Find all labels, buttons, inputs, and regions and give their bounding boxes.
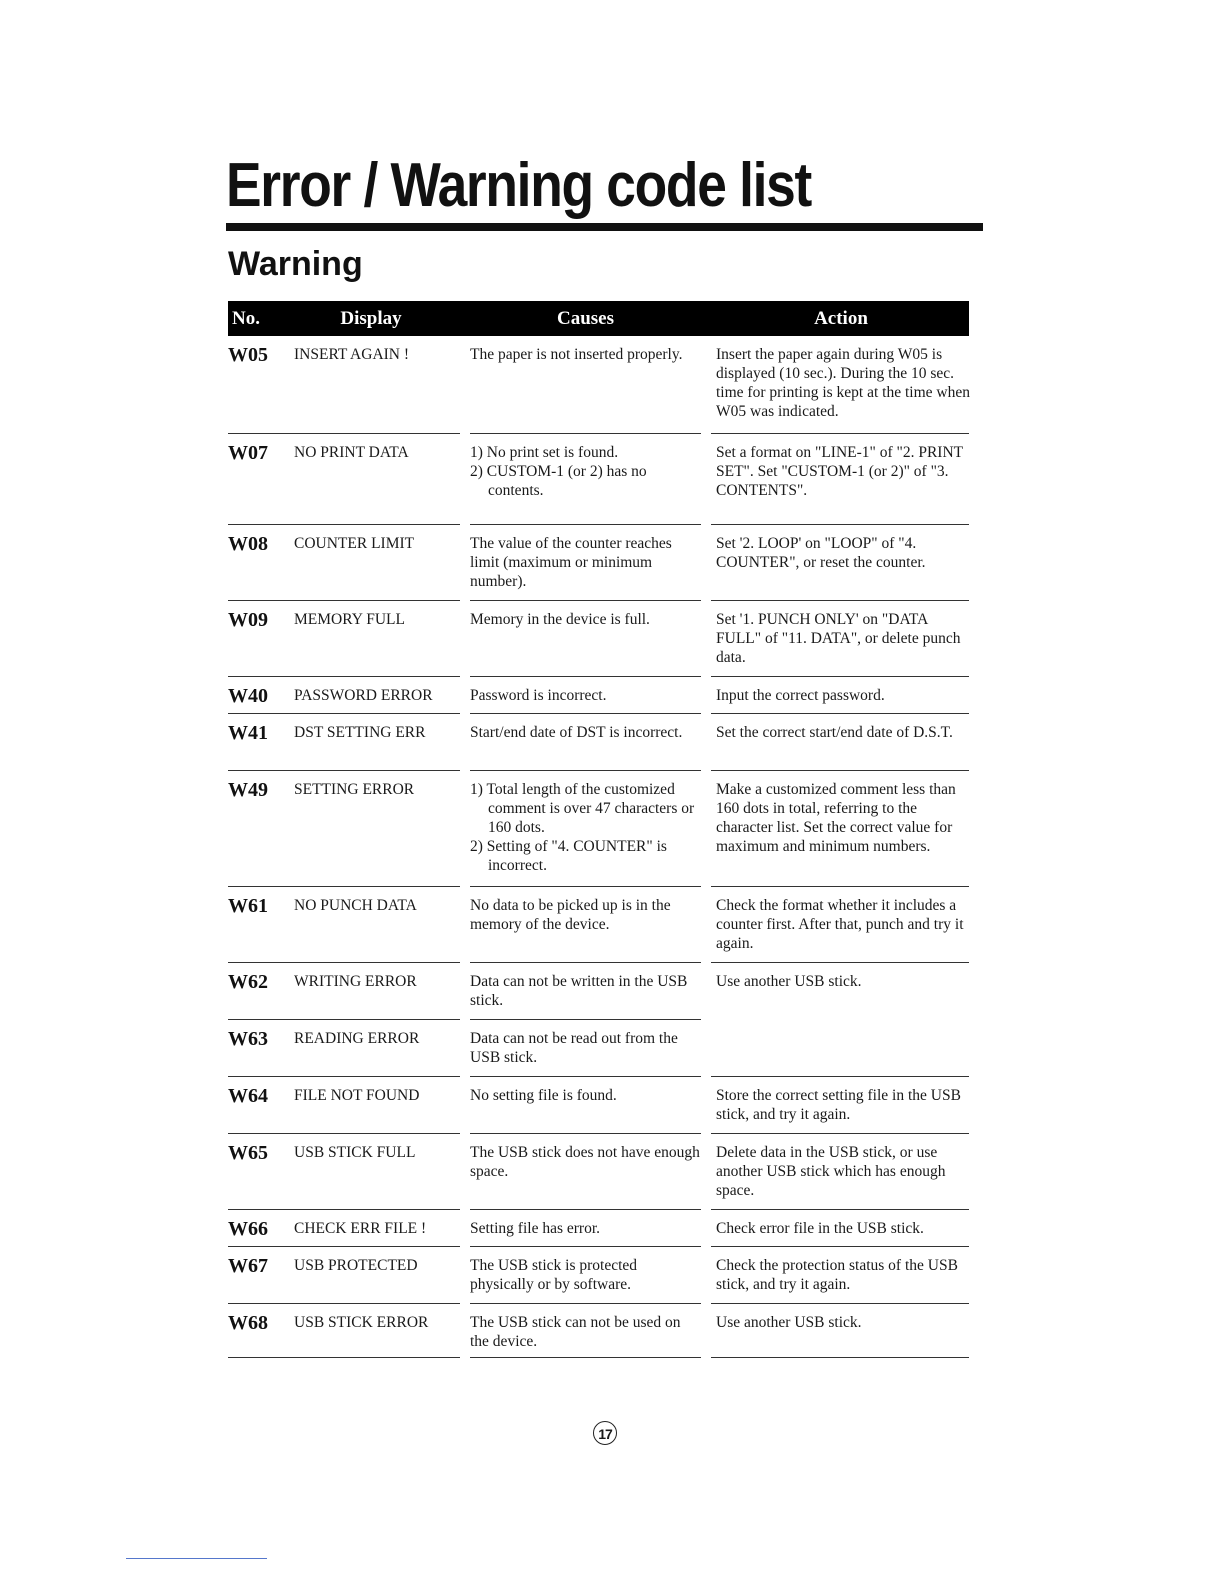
action-cell: Check error file in the USB stick. — [716, 1220, 924, 1237]
code-cell: W05 — [228, 344, 268, 366]
causes-cell — [470, 1143, 701, 1181]
table-row — [228, 963, 969, 1020]
page-title: Error / Warning code list — [226, 151, 811, 220]
display-cell: COUNTER LIMIT — [294, 535, 415, 552]
table-row — [228, 1077, 969, 1134]
display-cell: FILE NOT FOUND — [294, 1087, 420, 1104]
cause-item: The USB stick does not have enough space. — [470, 1144, 700, 1180]
table-row — [228, 336, 969, 434]
page-number: 17 — [593, 1421, 617, 1445]
table-row — [228, 1247, 969, 1304]
code-cell: W08 — [228, 533, 268, 555]
code-cell: W61 — [228, 895, 268, 917]
action-cell: Use another USB stick. — [716, 973, 862, 990]
cause-item: No setting file is found. — [470, 1087, 617, 1104]
causes-cell — [470, 443, 701, 500]
table-row — [228, 887, 969, 963]
action-cell: Input the correct password. — [716, 687, 885, 704]
display-cell: NO PRINT DATA — [294, 444, 409, 461]
action-cell: Check the protection status of the USB stick, and try it again. — [716, 1257, 958, 1293]
causes-cell — [470, 780, 701, 875]
code-cell: W63 — [228, 1028, 268, 1050]
causes-cell — [470, 1256, 701, 1294]
causes-cell — [470, 1086, 701, 1105]
causes-cell — [470, 723, 701, 742]
code-cell: W41 — [228, 722, 268, 744]
cause-item: No data to be picked up is in the memory of the device. — [470, 897, 671, 933]
table-row — [228, 1304, 969, 1358]
table-row — [228, 1210, 969, 1247]
title-rule — [226, 223, 983, 231]
action-cell: Use another USB stick. — [716, 1314, 862, 1331]
code-cell: W65 — [228, 1142, 268, 1164]
causes-cell — [470, 972, 701, 1010]
code-cell: W67 — [228, 1255, 268, 1277]
code-cell: W64 — [228, 1085, 268, 1107]
cause-item: The paper is not inserted properly. — [470, 346, 683, 363]
action-cell: Set a format on "LINE-1" of "2. PRINT SET". Set "CUSTOM-1 (or 2)" of "3. CONTENTS". — [716, 444, 963, 499]
cause-item: Data can not be read out from the USB stick. — [470, 1030, 678, 1066]
code-cell: W66 — [228, 1218, 268, 1240]
cause-item: Start/end date of DST is incorrect. — [470, 724, 683, 741]
display-cell: READING ERROR — [294, 1030, 420, 1047]
code-cell: W40 — [228, 685, 268, 707]
table-header — [228, 301, 969, 336]
row-divider — [711, 1357, 969, 1358]
cause-item: Password is incorrect. — [470, 687, 607, 704]
code-cell: W62 — [228, 971, 268, 993]
cause-item: Setting file has error. — [470, 1220, 600, 1237]
table-row — [228, 1134, 969, 1210]
code-cell: W07 — [228, 442, 268, 464]
action-cell: Insert the paper again during W05 is displayed (10 sec.). During the 10 sec. time for printing is kept at the time when W05 was indicated. — [716, 346, 970, 420]
action-cell: Set '2. LOOP' on "LOOP" of "4. COUNTER", or reset the counter. — [716, 535, 926, 571]
table-row — [228, 434, 969, 525]
cause-item: 2) CUSTOM-1 (or 2) has no contents. — [470, 463, 647, 499]
display-cell: SETTING ERROR — [294, 781, 415, 798]
display-cell: MEMORY FULL — [294, 611, 405, 628]
header-action: Action — [814, 308, 868, 329]
action-cell: Check the format whether it includes a counter first. After that, punch and try it again. — [716, 897, 964, 952]
table-row — [228, 601, 969, 677]
code-cell: W68 — [228, 1312, 268, 1334]
footer-rule — [126, 1558, 267, 1559]
display-cell: USB PROTECTED — [294, 1257, 418, 1274]
display-cell: CHECK ERR FILE ! — [294, 1220, 427, 1237]
row-divider — [228, 1357, 460, 1358]
code-cell: W49 — [228, 779, 268, 801]
action-cell: Delete data in the USB stick, or use another USB stick which has enough space. — [716, 1144, 946, 1199]
causes-cell — [470, 345, 701, 364]
warning-table — [228, 336, 969, 1358]
display-cell: WRITING ERROR — [294, 973, 417, 990]
action-cell: Set '1. PUNCH ONLY' on "DATA FULL" of "11. DATA", or delete punch data. — [716, 611, 961, 666]
cause-item: 1) Total length of the customized comment is over 47 characters or 160 dots. — [470, 781, 695, 836]
display-cell: NO PUNCH DATA — [294, 897, 417, 914]
causes-cell — [470, 1029, 701, 1067]
display-cell: INSERT AGAIN ! — [294, 346, 410, 363]
header-causes: Causes — [556, 308, 614, 329]
cause-item: The value of the counter reaches limit (maximum or minimum number). — [470, 535, 672, 590]
cause-item: 1) No print set is found. — [470, 444, 619, 461]
action-cell: Set the correct start/end date of D.S.T. — [716, 724, 953, 741]
code-cell: W09 — [228, 609, 268, 631]
header-display: Display — [340, 308, 402, 329]
display-cell: PASSWORD ERROR — [294, 687, 433, 704]
display-cell: DST SETTING ERR — [294, 724, 426, 741]
causes-cell — [470, 896, 701, 934]
causes-cell — [470, 534, 701, 591]
cause-item: The USB stick can not be used on the device. — [470, 1314, 681, 1350]
table-row — [228, 1020, 969, 1077]
display-cell: USB STICK FULL — [294, 1144, 416, 1161]
causes-cell — [470, 1219, 701, 1238]
header-no: No. — [232, 308, 260, 329]
causes-cell — [470, 1313, 701, 1351]
cause-item: Memory in the device is full. — [470, 611, 650, 628]
display-cell: USB STICK ERROR — [294, 1314, 429, 1331]
row-divider — [470, 1357, 701, 1358]
table-row — [228, 525, 969, 601]
table-row — [228, 677, 969, 714]
cause-item: The USB stick is protected physically or by software. — [470, 1257, 638, 1293]
causes-cell — [470, 686, 701, 705]
table-row — [228, 771, 969, 887]
cause-item: Data can not be written in the USB stick. — [470, 973, 688, 1009]
action-cell: Store the correct setting file in the USB stick, and try it again. — [716, 1087, 961, 1123]
section-title: Warning — [228, 245, 363, 283]
action-cell: Make a customized comment less than 160 dots in total, referring to the character list. Set the correct value for maximum and minimum numbers. — [716, 781, 956, 855]
cause-item: 2) Setting of "4. COUNTER" is incorrect. — [470, 838, 667, 874]
causes-cell — [470, 610, 701, 629]
table-row — [228, 714, 969, 771]
